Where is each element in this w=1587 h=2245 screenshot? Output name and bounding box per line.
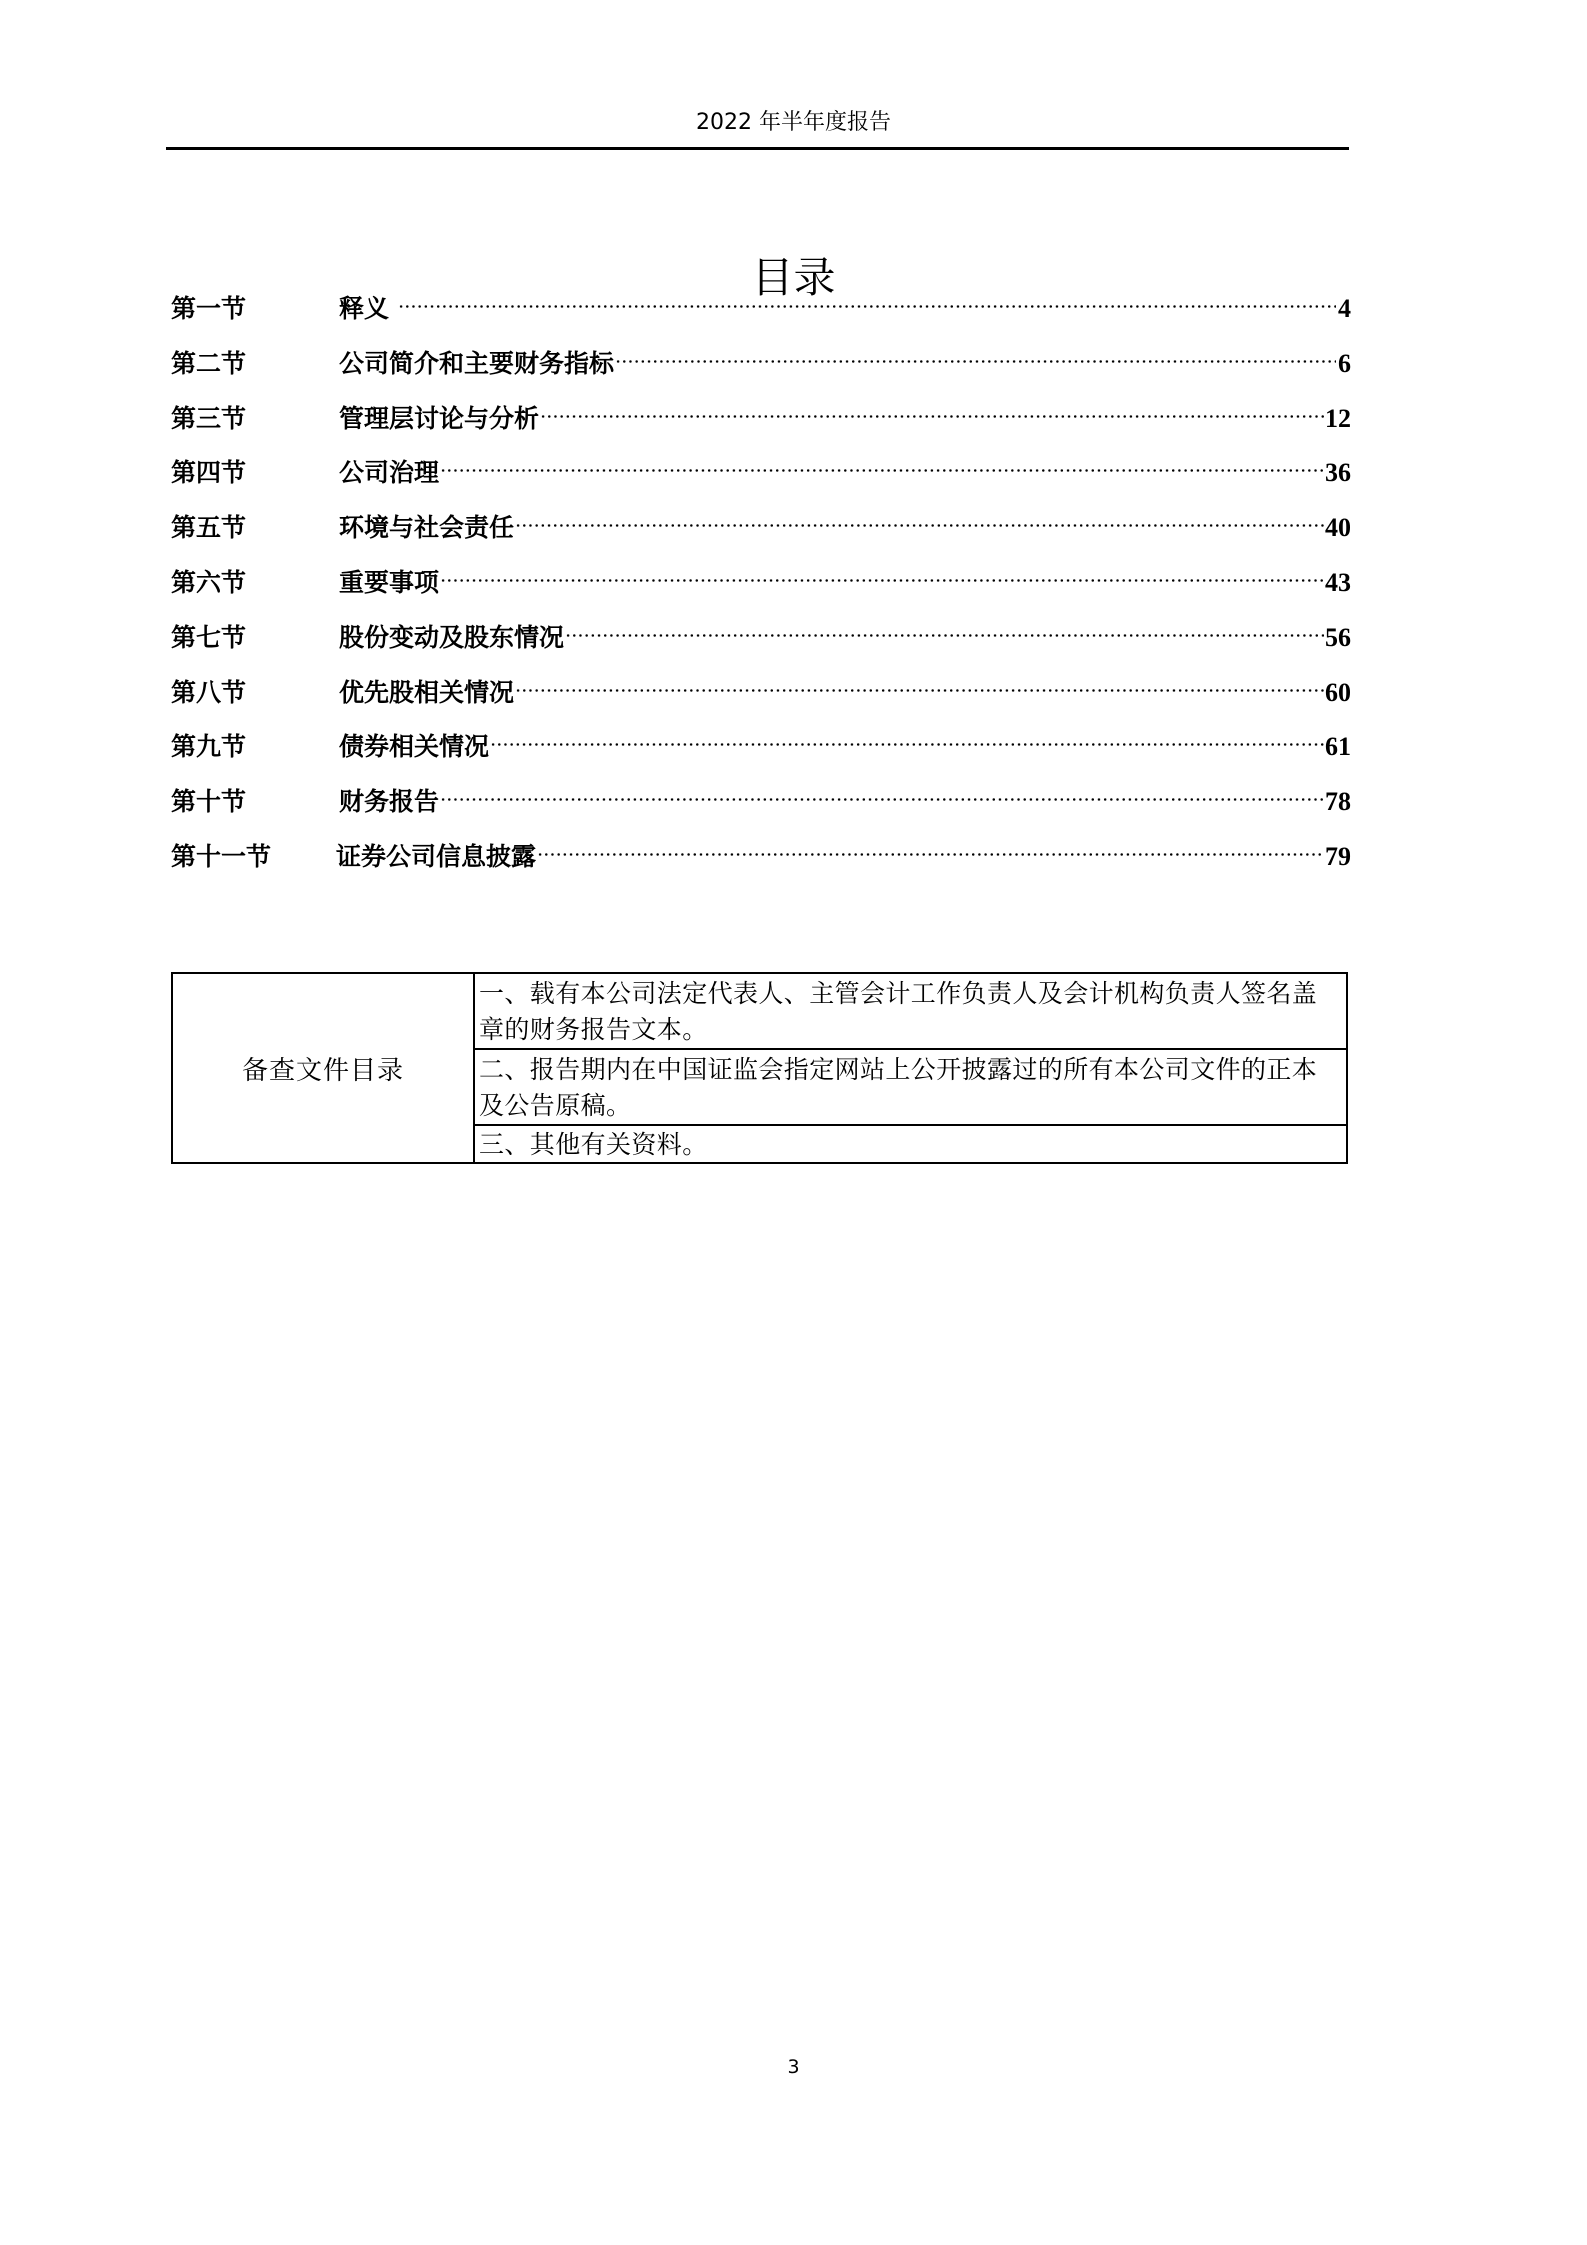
toc-section-name: 环境与社会责任: [339, 513, 515, 543]
toc-entry-4[interactable]: [171, 441, 1351, 496]
toc-section-name: 释义: [339, 294, 390, 323]
toc-dot-leader: [537, 825, 1324, 865]
toc-title: 目录: [751, 253, 836, 303]
toc-section-number: 第一节: [171, 294, 247, 323]
toc-section-name: 股份变动及股东情况: [339, 622, 565, 652]
table-row: [172, 973, 1347, 1049]
toc-entry-11[interactable]: [171, 825, 1351, 880]
toc-dot-leader: [490, 715, 1324, 755]
toc-page-number: 4: [1338, 294, 1351, 323]
toc-page-number: 43: [1325, 567, 1351, 597]
reference-files-label: 备查文件目录: [172, 973, 474, 1163]
reference-file-item-2: 二、报告期内在中国证监会指定网站上公开披露过的所有本公司文件的正本及公告原稿。: [474, 1049, 1347, 1125]
toc-entry-3[interactable]: [171, 387, 1351, 442]
header-divider: [166, 147, 1349, 150]
toc-section-number: 第八节: [171, 677, 247, 707]
toc-section-name: 财务报告: [339, 787, 440, 817]
reference-file-item-1: 一、载有本公司法定代表人、主管会计工作负责人及会计机构负责人签名盖章的财务报告文本。: [474, 973, 1347, 1049]
toc-section-name: 债券相关情况: [339, 732, 490, 762]
toc-section-number: 第三节: [171, 403, 247, 433]
toc-page-number: 36: [1325, 458, 1351, 488]
toc-page-number: 78: [1325, 787, 1351, 817]
toc-page-number: 60: [1325, 677, 1351, 707]
toc-entry-9[interactable]: [171, 715, 1351, 770]
toc-dot-leader: [515, 661, 1324, 701]
table-of-contents: [171, 277, 1351, 880]
toc-page-number: 61: [1325, 732, 1351, 762]
page-number: 3: [787, 2056, 800, 2078]
toc-section-name: 优先股相关情况: [339, 677, 515, 707]
toc-section-name: 公司简介和主要财务指标: [339, 348, 615, 378]
page-header: 2022 年半年度报告: [696, 110, 891, 135]
reference-files-table: [171, 972, 1348, 1164]
toc-entry-6[interactable]: [171, 551, 1351, 606]
toc-entry-8[interactable]: [171, 661, 1351, 716]
toc-entry-7[interactable]: [171, 606, 1351, 661]
toc-section-number: 第七节: [171, 622, 247, 652]
toc-dot-leader: [440, 441, 1324, 481]
toc-dot-leader: [565, 606, 1324, 646]
toc-dot-leader: [440, 551, 1324, 591]
toc-dot-leader: [440, 770, 1324, 810]
toc-section-number: 第十节: [171, 787, 247, 817]
toc-section-number: 第四节: [171, 458, 247, 488]
toc-section-name: 管理层讨论与分析: [339, 403, 540, 433]
toc-page-number: 12: [1325, 403, 1351, 433]
toc-page-number: 40: [1325, 513, 1351, 543]
toc-section-name: 证券公司信息披露: [336, 841, 537, 871]
toc-page-number: 6: [1338, 348, 1351, 378]
toc-section-number: 第五节: [171, 513, 247, 543]
toc-page-number: 79: [1325, 841, 1351, 871]
toc-entry-10[interactable]: [171, 770, 1351, 825]
toc-section-number: 第十一节: [171, 841, 272, 871]
toc-dot-leader: [615, 332, 1336, 372]
toc-page-number: 56: [1325, 622, 1351, 652]
toc-section-name: 重要事项: [339, 567, 440, 597]
toc-dot-leader: [398, 277, 1336, 317]
toc-section-number: 第二节: [171, 348, 247, 378]
toc-entry-2[interactable]: [171, 332, 1351, 387]
toc-dot-leader: [515, 496, 1324, 536]
toc-entry-5[interactable]: [171, 496, 1351, 551]
toc-section-number: 第六节: [171, 567, 247, 597]
toc-section-number: 第九节: [171, 732, 247, 762]
toc-dot-leader: [540, 387, 1324, 427]
reference-file-item-3: 三、其他有关资料。: [474, 1125, 1347, 1163]
toc-section-name: 公司治理: [339, 458, 440, 488]
toc-entry-1[interactable]: [171, 277, 1351, 332]
